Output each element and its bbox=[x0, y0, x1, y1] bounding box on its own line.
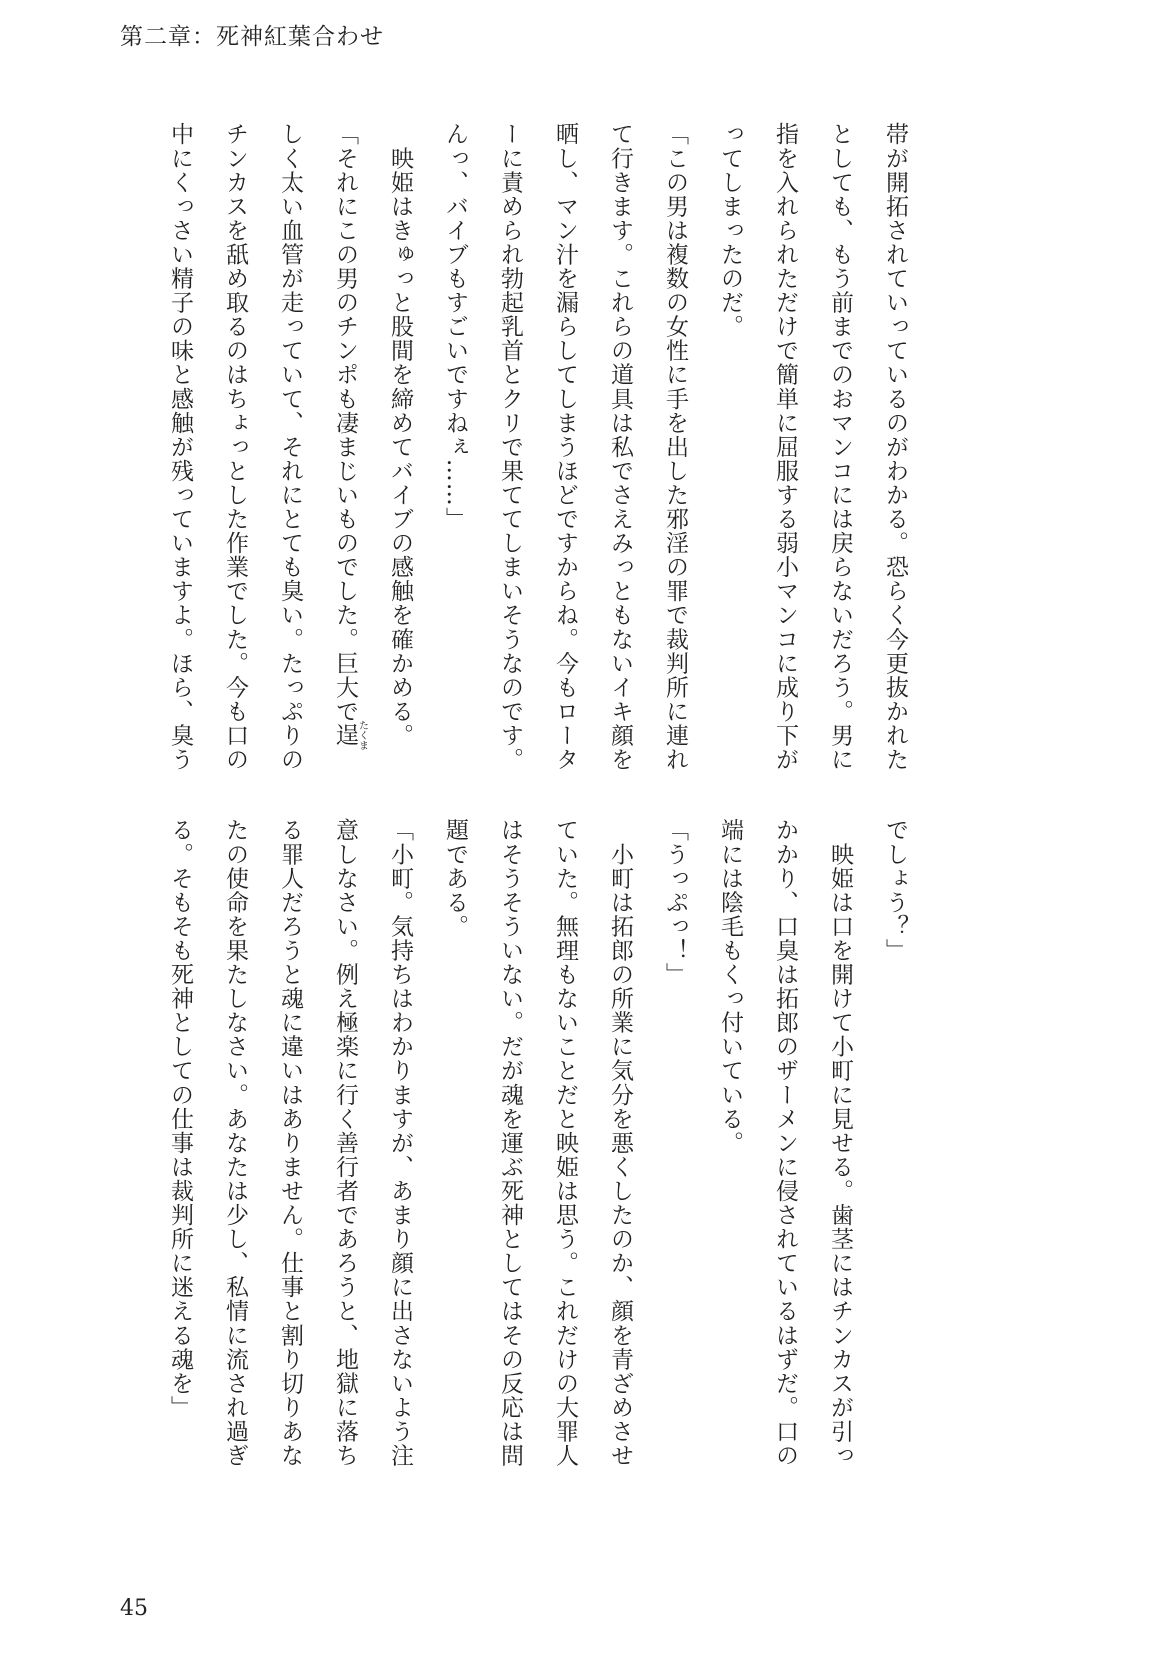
text-line bbox=[427, 122, 482, 782]
line-text: はそうそういない。だが魂を運ぶ死神としてはその反応は問 bbox=[497, 818, 523, 1468]
line-text: ていた。無理もないことだと映姫は思う。これだけの大罪人 bbox=[552, 818, 578, 1468]
upper-text-block bbox=[152, 122, 922, 782]
text-line bbox=[592, 818, 647, 1468]
text-line bbox=[592, 122, 647, 782]
line-text: としても、もう前までのおマンコには戻らないだろう。男に bbox=[827, 122, 853, 772]
line-text: 意しなさい。例え極楽に行く善行者であろうと、地獄に落ち bbox=[332, 818, 358, 1468]
text-line bbox=[647, 122, 702, 782]
text-line bbox=[262, 122, 317, 782]
ruby-base: 逞 bbox=[332, 720, 358, 751]
line-text: しく太い血管が走っていて、それにとても臭い。たっぷりの bbox=[277, 122, 303, 772]
line-text: 映姫は口を開けて小町に見せる。歯茎にはチンカスが引っ bbox=[827, 818, 853, 1468]
line-text: 「この男は複数の女性に手を出した邪淫の罪で裁判所に連れ bbox=[662, 122, 688, 772]
line-text: る罪人だろうと魂に違いはありません。仕事と割り切りあな bbox=[277, 818, 303, 1468]
ruby-reading: たくま bbox=[356, 720, 368, 751]
line-text: 端には陰毛もくっ付いている。 bbox=[717, 818, 743, 1155]
line-text: チンカスを舐め取るのはちょっとした作業でした。今も口の bbox=[222, 122, 248, 772]
text-line bbox=[537, 818, 592, 1468]
chapter-title: 第二章：死神紅葉合わせ bbox=[120, 24, 384, 50]
text-line bbox=[812, 818, 867, 1468]
text-line bbox=[207, 122, 262, 782]
text-line bbox=[482, 818, 537, 1468]
line-text: て行きます。これらの道具は私でさえみっともないイキ顔を bbox=[607, 122, 633, 772]
ruby-word bbox=[332, 720, 368, 751]
line-text: ーに責められ勃起乳首とクリで果ててしまいそうなのです。 bbox=[497, 122, 523, 772]
line-text: でしょう？」 bbox=[882, 818, 908, 963]
line-text: 晒し、マン汁を漏らしてしまうほどですからね。今もロータ bbox=[552, 122, 578, 772]
text-line bbox=[317, 122, 372, 782]
text-line bbox=[207, 818, 262, 1468]
text-line bbox=[317, 818, 372, 1468]
line-text: る。そもそも死神としての仕事は裁判所に迷える魂を」 bbox=[167, 818, 193, 1420]
text-line bbox=[867, 122, 922, 782]
text-line bbox=[647, 818, 702, 1448]
line-text: 「それにこの男のチンポも凄まじいものでした。巨大で bbox=[332, 122, 358, 724]
text-line bbox=[702, 818, 757, 1448]
text-line bbox=[372, 818, 427, 1468]
line-text: んっ、バイブもすごいですねぇ……」 bbox=[442, 122, 468, 531]
line-text: 題である。 bbox=[442, 818, 468, 939]
line-text: 「小町。気持ちはわかりますが、あまり顔に出さないよう注 bbox=[387, 818, 413, 1468]
text-line bbox=[757, 818, 812, 1468]
text-line bbox=[702, 122, 757, 782]
text-line bbox=[152, 122, 207, 782]
line-text: かかり、口臭は拓郎のザーメンに侵されているはずだ。口の bbox=[772, 818, 798, 1468]
line-text: たの使命を果たしなさい。あなたは少し、私情に流され過ぎ bbox=[222, 818, 248, 1468]
line-text: 指を入れられただけで簡単に屈服する弱小マンコに成り下が bbox=[772, 122, 798, 772]
text-line bbox=[812, 122, 867, 782]
line-text: 映姫はきゅっと股間を締めてバイブの感触を確かめる。 bbox=[387, 122, 413, 748]
text-line bbox=[427, 818, 482, 1448]
lower-text-block bbox=[152, 818, 922, 1468]
line-text: 帯が開拓されていっているのがわかる。恐らく今更抜かれた bbox=[882, 122, 908, 772]
text-line bbox=[537, 122, 592, 782]
text-line bbox=[482, 122, 537, 782]
text-line bbox=[372, 122, 427, 782]
text-line bbox=[757, 122, 812, 782]
line-text: 中にくっさい精子の味と感触が残っていますよ。ほら、臭う bbox=[167, 122, 193, 772]
page-number: 45 bbox=[120, 1596, 148, 1621]
line-text: 「うっぷっ！」 bbox=[662, 818, 688, 987]
line-text: 小町は拓郎の所業に気分を悪くしたのか、顔を青ざめさせ bbox=[607, 818, 633, 1468]
line-text: ってしまったのだ。 bbox=[717, 122, 743, 339]
text-line bbox=[152, 818, 207, 1448]
text-line bbox=[262, 818, 317, 1468]
text-line bbox=[867, 818, 922, 1448]
